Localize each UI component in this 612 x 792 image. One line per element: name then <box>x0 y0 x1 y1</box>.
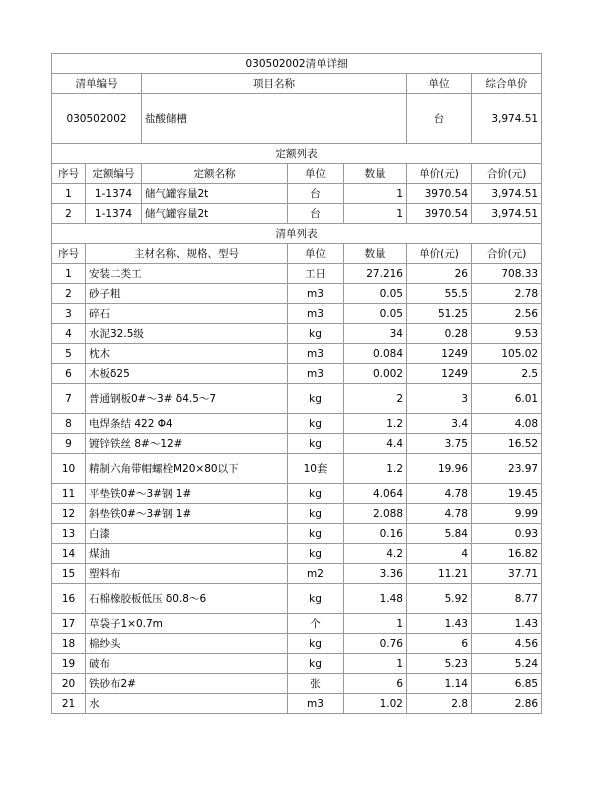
material-section-title-row <box>52 224 542 244</box>
quota-unit-price: 3970.54 <box>407 204 472 224</box>
material-name: 煤油 <box>86 544 288 564</box>
material-unit-price: 1.43 <box>407 614 472 634</box>
quota-total-header: 合价(元) <box>472 164 542 184</box>
material-row <box>52 414 542 434</box>
material-qty: 0.05 <box>344 304 407 324</box>
material-header-row <box>52 244 542 264</box>
material-name: 砂子粗 <box>86 284 288 304</box>
material-unit: kg <box>288 484 344 504</box>
quota-unit: 台 <box>288 204 344 224</box>
quota-code: 1-1374 <box>86 184 142 204</box>
material-name: 碎石 <box>86 304 288 324</box>
material-row <box>52 434 542 454</box>
material-row <box>52 484 542 504</box>
material-row <box>52 584 542 614</box>
material-unit: m3 <box>288 694 344 714</box>
material-row <box>52 264 542 284</box>
material-row <box>52 524 542 544</box>
material-row <box>52 694 542 714</box>
quota-row <box>52 204 542 224</box>
material-seq: 2 <box>52 284 86 304</box>
material-unit: kg <box>288 634 344 654</box>
material-unit: kg <box>288 504 344 524</box>
material-seq: 3 <box>52 304 86 324</box>
bill-code-header: 清单编号 <box>52 74 142 94</box>
material-row <box>52 614 542 634</box>
material-total: 16.82 <box>472 544 542 564</box>
material-qty: 4.2 <box>344 544 407 564</box>
material-row <box>52 654 542 674</box>
material-total: 6.01 <box>472 384 542 414</box>
bill-price-header: 综合单价 <box>472 74 542 94</box>
material-seq: 4 <box>52 324 86 344</box>
material-qty: 0.76 <box>344 634 407 654</box>
material-total: 105.02 <box>472 344 542 364</box>
material-unit-price: 3.4 <box>407 414 472 434</box>
material-name: 普通钢板0#～3# δ4.5～7 <box>86 384 288 414</box>
material-row <box>52 504 542 524</box>
material-seq: 21 <box>52 694 86 714</box>
material-seq: 10 <box>52 454 86 484</box>
material-row <box>52 344 542 364</box>
material-unit: 10套 <box>288 454 344 484</box>
material-row <box>52 564 542 584</box>
material-unit-price: 0.28 <box>407 324 472 344</box>
material-name: 精制六角带帽螺栓M20×80以下 <box>86 454 288 484</box>
material-qty: 1.2 <box>344 454 407 484</box>
quota-seq: 2 <box>52 204 86 224</box>
material-name: 塑料布 <box>86 564 288 584</box>
material-section-title: 清单列表 <box>52 224 542 244</box>
material-seq: 12 <box>52 504 86 524</box>
material-unit-price: 11.21 <box>407 564 472 584</box>
quota-name: 储气罐容量2t <box>142 204 288 224</box>
material-unit: m3 <box>288 304 344 324</box>
material-name: 木板δ25 <box>86 364 288 384</box>
material-seq: 8 <box>52 414 86 434</box>
material-total: 4.08 <box>472 414 542 434</box>
material-row <box>52 384 542 414</box>
material-total-header: 合价(元) <box>472 244 542 264</box>
bill-header-row <box>52 74 542 94</box>
material-unit-price: 4 <box>407 544 472 564</box>
material-row <box>52 454 542 484</box>
material-seq: 5 <box>52 344 86 364</box>
material-seq: 11 <box>52 484 86 504</box>
quota-unit: 台 <box>288 184 344 204</box>
quota-name-header: 定额名称 <box>142 164 288 184</box>
material-row <box>52 364 542 384</box>
material-unit-price: 4.78 <box>407 504 472 524</box>
quota-unit-price-header: 单价(元) <box>407 164 472 184</box>
quota-name: 储气罐容量2t <box>142 184 288 204</box>
material-unit-price: 55.5 <box>407 284 472 304</box>
material-name: 枕木 <box>86 344 288 364</box>
material-qty: 34 <box>344 324 407 344</box>
quota-unit-price: 3970.54 <box>407 184 472 204</box>
material-seq: 19 <box>52 654 86 674</box>
material-seq: 13 <box>52 524 86 544</box>
material-qty-header: 数量 <box>344 244 407 264</box>
material-seq-header: 序号 <box>52 244 86 264</box>
material-total: 2.5 <box>472 364 542 384</box>
bill-code: 030502002 <box>52 94 142 144</box>
material-unit-price: 19.96 <box>407 454 472 484</box>
material-unit: kg <box>288 384 344 414</box>
material-qty: 0.16 <box>344 524 407 544</box>
material-unit: kg <box>288 524 344 544</box>
material-unit: kg <box>288 324 344 344</box>
material-total: 8.77 <box>472 584 542 614</box>
material-unit: 个 <box>288 614 344 634</box>
material-unit: kg <box>288 544 344 564</box>
material-qty: 4.064 <box>344 484 407 504</box>
material-name: 电焊条结 422 Φ4 <box>86 414 288 434</box>
material-total: 37.71 <box>472 564 542 584</box>
material-total: 2.86 <box>472 694 542 714</box>
material-seq: 18 <box>52 634 86 654</box>
material-unit: kg <box>288 584 344 614</box>
bill-price: 3,974.51 <box>472 94 542 144</box>
material-unit: kg <box>288 414 344 434</box>
material-unit: m3 <box>288 364 344 384</box>
bill-detail-sheet <box>51 53 541 714</box>
material-row <box>52 544 542 564</box>
sheet-title-row <box>52 54 542 74</box>
material-unit: m3 <box>288 344 344 364</box>
material-unit-header: 单位 <box>288 244 344 264</box>
material-total: 2.78 <box>472 284 542 304</box>
material-name: 斜垫铁0#～3#钢 1# <box>86 504 288 524</box>
material-unit-price: 3.75 <box>407 434 472 454</box>
quota-seq: 1 <box>52 184 86 204</box>
quota-section-title: 定额列表 <box>52 144 542 164</box>
bill-name-header: 项目名称 <box>142 74 407 94</box>
material-seq: 9 <box>52 434 86 454</box>
material-qty: 0.084 <box>344 344 407 364</box>
quota-code: 1-1374 <box>86 204 142 224</box>
material-unit-price: 1.14 <box>407 674 472 694</box>
quota-qty: 1 <box>344 204 407 224</box>
material-name-header: 主材名称、规格、型号 <box>86 244 288 264</box>
material-unit-price: 4.78 <box>407 484 472 504</box>
material-qty: 2 <box>344 384 407 414</box>
material-total: 6.85 <box>472 674 542 694</box>
material-unit-price: 6 <box>407 634 472 654</box>
quota-seq-header: 序号 <box>52 164 86 184</box>
bill-unit-header: 单位 <box>407 74 472 94</box>
quota-qty: 1 <box>344 184 407 204</box>
quota-total: 3,974.51 <box>472 184 542 204</box>
material-qty: 2.088 <box>344 504 407 524</box>
material-total: 708.33 <box>472 264 542 284</box>
material-total: 9.53 <box>472 324 542 344</box>
material-name: 破布 <box>86 654 288 674</box>
material-total: 5.24 <box>472 654 542 674</box>
material-unit-price-header: 单价(元) <box>407 244 472 264</box>
material-unit: 工日 <box>288 264 344 284</box>
material-row <box>52 324 542 344</box>
bill-name: 盐酸储槽 <box>142 94 407 144</box>
material-unit-price: 5.92 <box>407 584 472 614</box>
quota-unit-header: 单位 <box>288 164 344 184</box>
material-unit-price: 2.8 <box>407 694 472 714</box>
material-total: 23.97 <box>472 454 542 484</box>
material-name: 石棉橡胶板低压 δ0.8～6 <box>86 584 288 614</box>
material-qty: 1.02 <box>344 694 407 714</box>
material-unit-price: 1249 <box>407 364 472 384</box>
material-total: 2.56 <box>472 304 542 324</box>
material-total: 9.99 <box>472 504 542 524</box>
material-seq: 14 <box>52 544 86 564</box>
material-qty: 0.05 <box>344 284 407 304</box>
material-unit: 张 <box>288 674 344 694</box>
material-qty: 6 <box>344 674 407 694</box>
material-name: 安装二类工 <box>86 264 288 284</box>
bill-detail-table <box>51 53 542 714</box>
bill-row <box>52 94 542 144</box>
material-qty: 0.002 <box>344 364 407 384</box>
material-name: 棉纱头 <box>86 634 288 654</box>
table-body <box>52 54 542 714</box>
material-name: 草袋子1×0.7m <box>86 614 288 634</box>
bill-unit: 台 <box>407 94 472 144</box>
material-name: 白漆 <box>86 524 288 544</box>
quota-row <box>52 184 542 204</box>
material-unit-price: 1249 <box>407 344 472 364</box>
material-qty: 3.36 <box>344 564 407 584</box>
material-unit: m3 <box>288 284 344 304</box>
material-row <box>52 674 542 694</box>
material-unit: m2 <box>288 564 344 584</box>
material-qty: 1 <box>344 654 407 674</box>
material-unit-price: 26 <box>407 264 472 284</box>
quota-total: 3,974.51 <box>472 204 542 224</box>
material-unit-price: 3 <box>407 384 472 414</box>
quota-section-title-row <box>52 144 542 164</box>
material-row <box>52 304 542 324</box>
material-unit-price: 5.84 <box>407 524 472 544</box>
material-name: 镀锌铁丝 8#～12# <box>86 434 288 454</box>
material-total: 4.56 <box>472 634 542 654</box>
material-qty: 4.4 <box>344 434 407 454</box>
material-name: 水泥32.5级 <box>86 324 288 344</box>
material-unit-price: 5.23 <box>407 654 472 674</box>
quota-code-header: 定额编号 <box>86 164 142 184</box>
material-qty: 1.2 <box>344 414 407 434</box>
material-seq: 15 <box>52 564 86 584</box>
material-total: 1.43 <box>472 614 542 634</box>
material-total: 16.52 <box>472 434 542 454</box>
material-name: 平垫铁0#～3#钢 1# <box>86 484 288 504</box>
material-qty: 1 <box>344 614 407 634</box>
material-row <box>52 634 542 654</box>
material-row <box>52 284 542 304</box>
quota-qty-header: 数量 <box>344 164 407 184</box>
material-seq: 17 <box>52 614 86 634</box>
material-unit: kg <box>288 654 344 674</box>
material-name: 铁砂布2# <box>86 674 288 694</box>
material-qty: 1.48 <box>344 584 407 614</box>
material-seq: 16 <box>52 584 86 614</box>
material-seq: 6 <box>52 364 86 384</box>
material-qty: 27.216 <box>344 264 407 284</box>
quota-header-row <box>52 164 542 184</box>
material-unit: kg <box>288 434 344 454</box>
material-total: 19.45 <box>472 484 542 504</box>
material-seq: 20 <box>52 674 86 694</box>
material-name: 水 <box>86 694 288 714</box>
material-unit-price: 51.25 <box>407 304 472 324</box>
material-total: 0.93 <box>472 524 542 544</box>
material-seq: 1 <box>52 264 86 284</box>
sheet-title: 030502002清单详细 <box>52 54 542 74</box>
material-seq: 7 <box>52 384 86 414</box>
